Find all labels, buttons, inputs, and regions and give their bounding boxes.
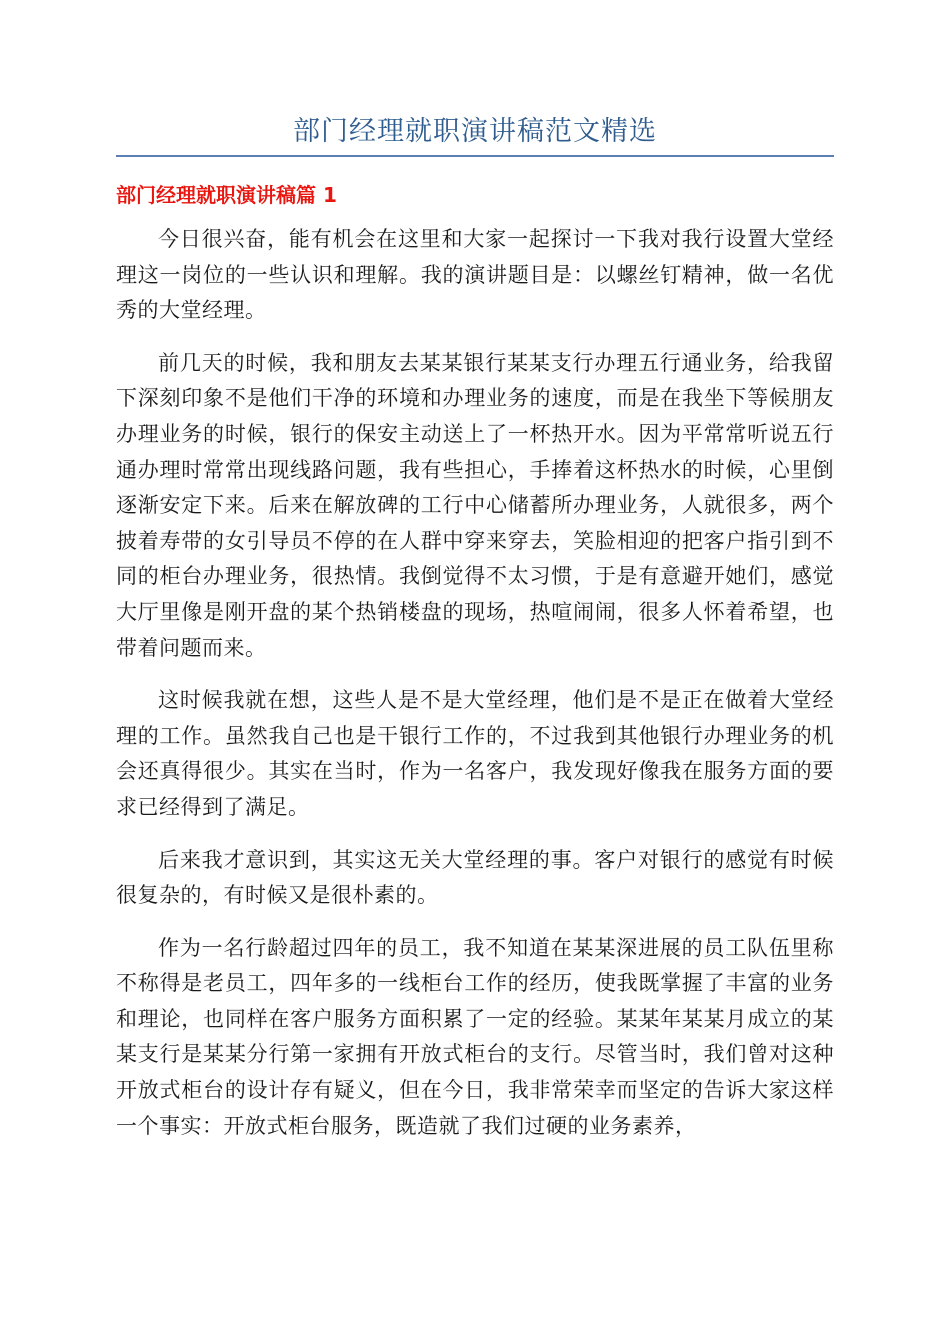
paragraph-3: 这时候我就在想，这些人是不是大堂经理，他们是不是正在做着大堂经理的工作。虽然我自己也是干银行工作的，不过我到其他银行办理业务的机会还真得很少。其实在当时，作为一名客户，我发现好像我在服务方面的要求已经得到了满足。: [116, 688, 834, 819]
paragraph-2: 前几天的时候，我和朋友去某某银行某某支行办理五行通业务，给我留下深刻印象不是他们干净的环境和办理业务的速度，而是在我坐下等候朋友办理业务的时候，银行的保安主动送上了一杯热开水。因为平常常听说五行通办理时常常出现线路问题，我有些担心，手捧着这杯热水的时候，心里倒逐渐安定下来。后来在解放碑的工行中心储蓄所办理业务，人就很多，两个披着寿带的女引导员不停的在人群中穿来穿去，笑脸相迎的把客户指引到不同的柜台办理业务，很热情。我倒觉得不太习惯，于是有意避开她们，感觉大厅里像是刚开盘的某个热销楼盘的现场，热喧闹闹，很多人怀着希望，也带着问题而来。: [116, 350, 834, 660]
section-heading: 部门经理就职演讲稿篇 1: [116, 183, 337, 207]
paragraph-1: 今日很兴奋，能有机会在这里和大家一起探讨一下我对我行设置大堂经理这一岗位的一些认识和理解。我的演讲题目是：以螺丝钉精神，做一名优秀的大堂经理。: [116, 227, 834, 323]
paragraph-5: 作为一名行龄超过四年的员工，我不知道在某某深进展的员工队伍里称不称得是老员工，四年多的一线柜台工作的经历，使我既掌握了丰富的业务和理论，也同样在客户服务方面积累了一定的经验。某某年某某月成立的某某支行是某某分行第一家拥有开放式柜台的支行。尽管当时，我们曾对这种开放式柜台的设计存有疑义，但在今日，我非常荣幸而坚定的告诉大家这样一个事实：开放式柜台服务，既造就了我们过硬的业务素养，: [116, 935, 834, 1138]
document-title: 部门经理就职演讲稿范文精选: [293, 116, 657, 147]
body-text: [116, 222, 834, 1161]
paragraph-4: 后来我才意识到，其实这无关大堂经理的事。客户对银行的感觉有时候很复杂的，有时候又是很朴素的。: [116, 847, 834, 908]
title-underline: [116, 155, 834, 157]
